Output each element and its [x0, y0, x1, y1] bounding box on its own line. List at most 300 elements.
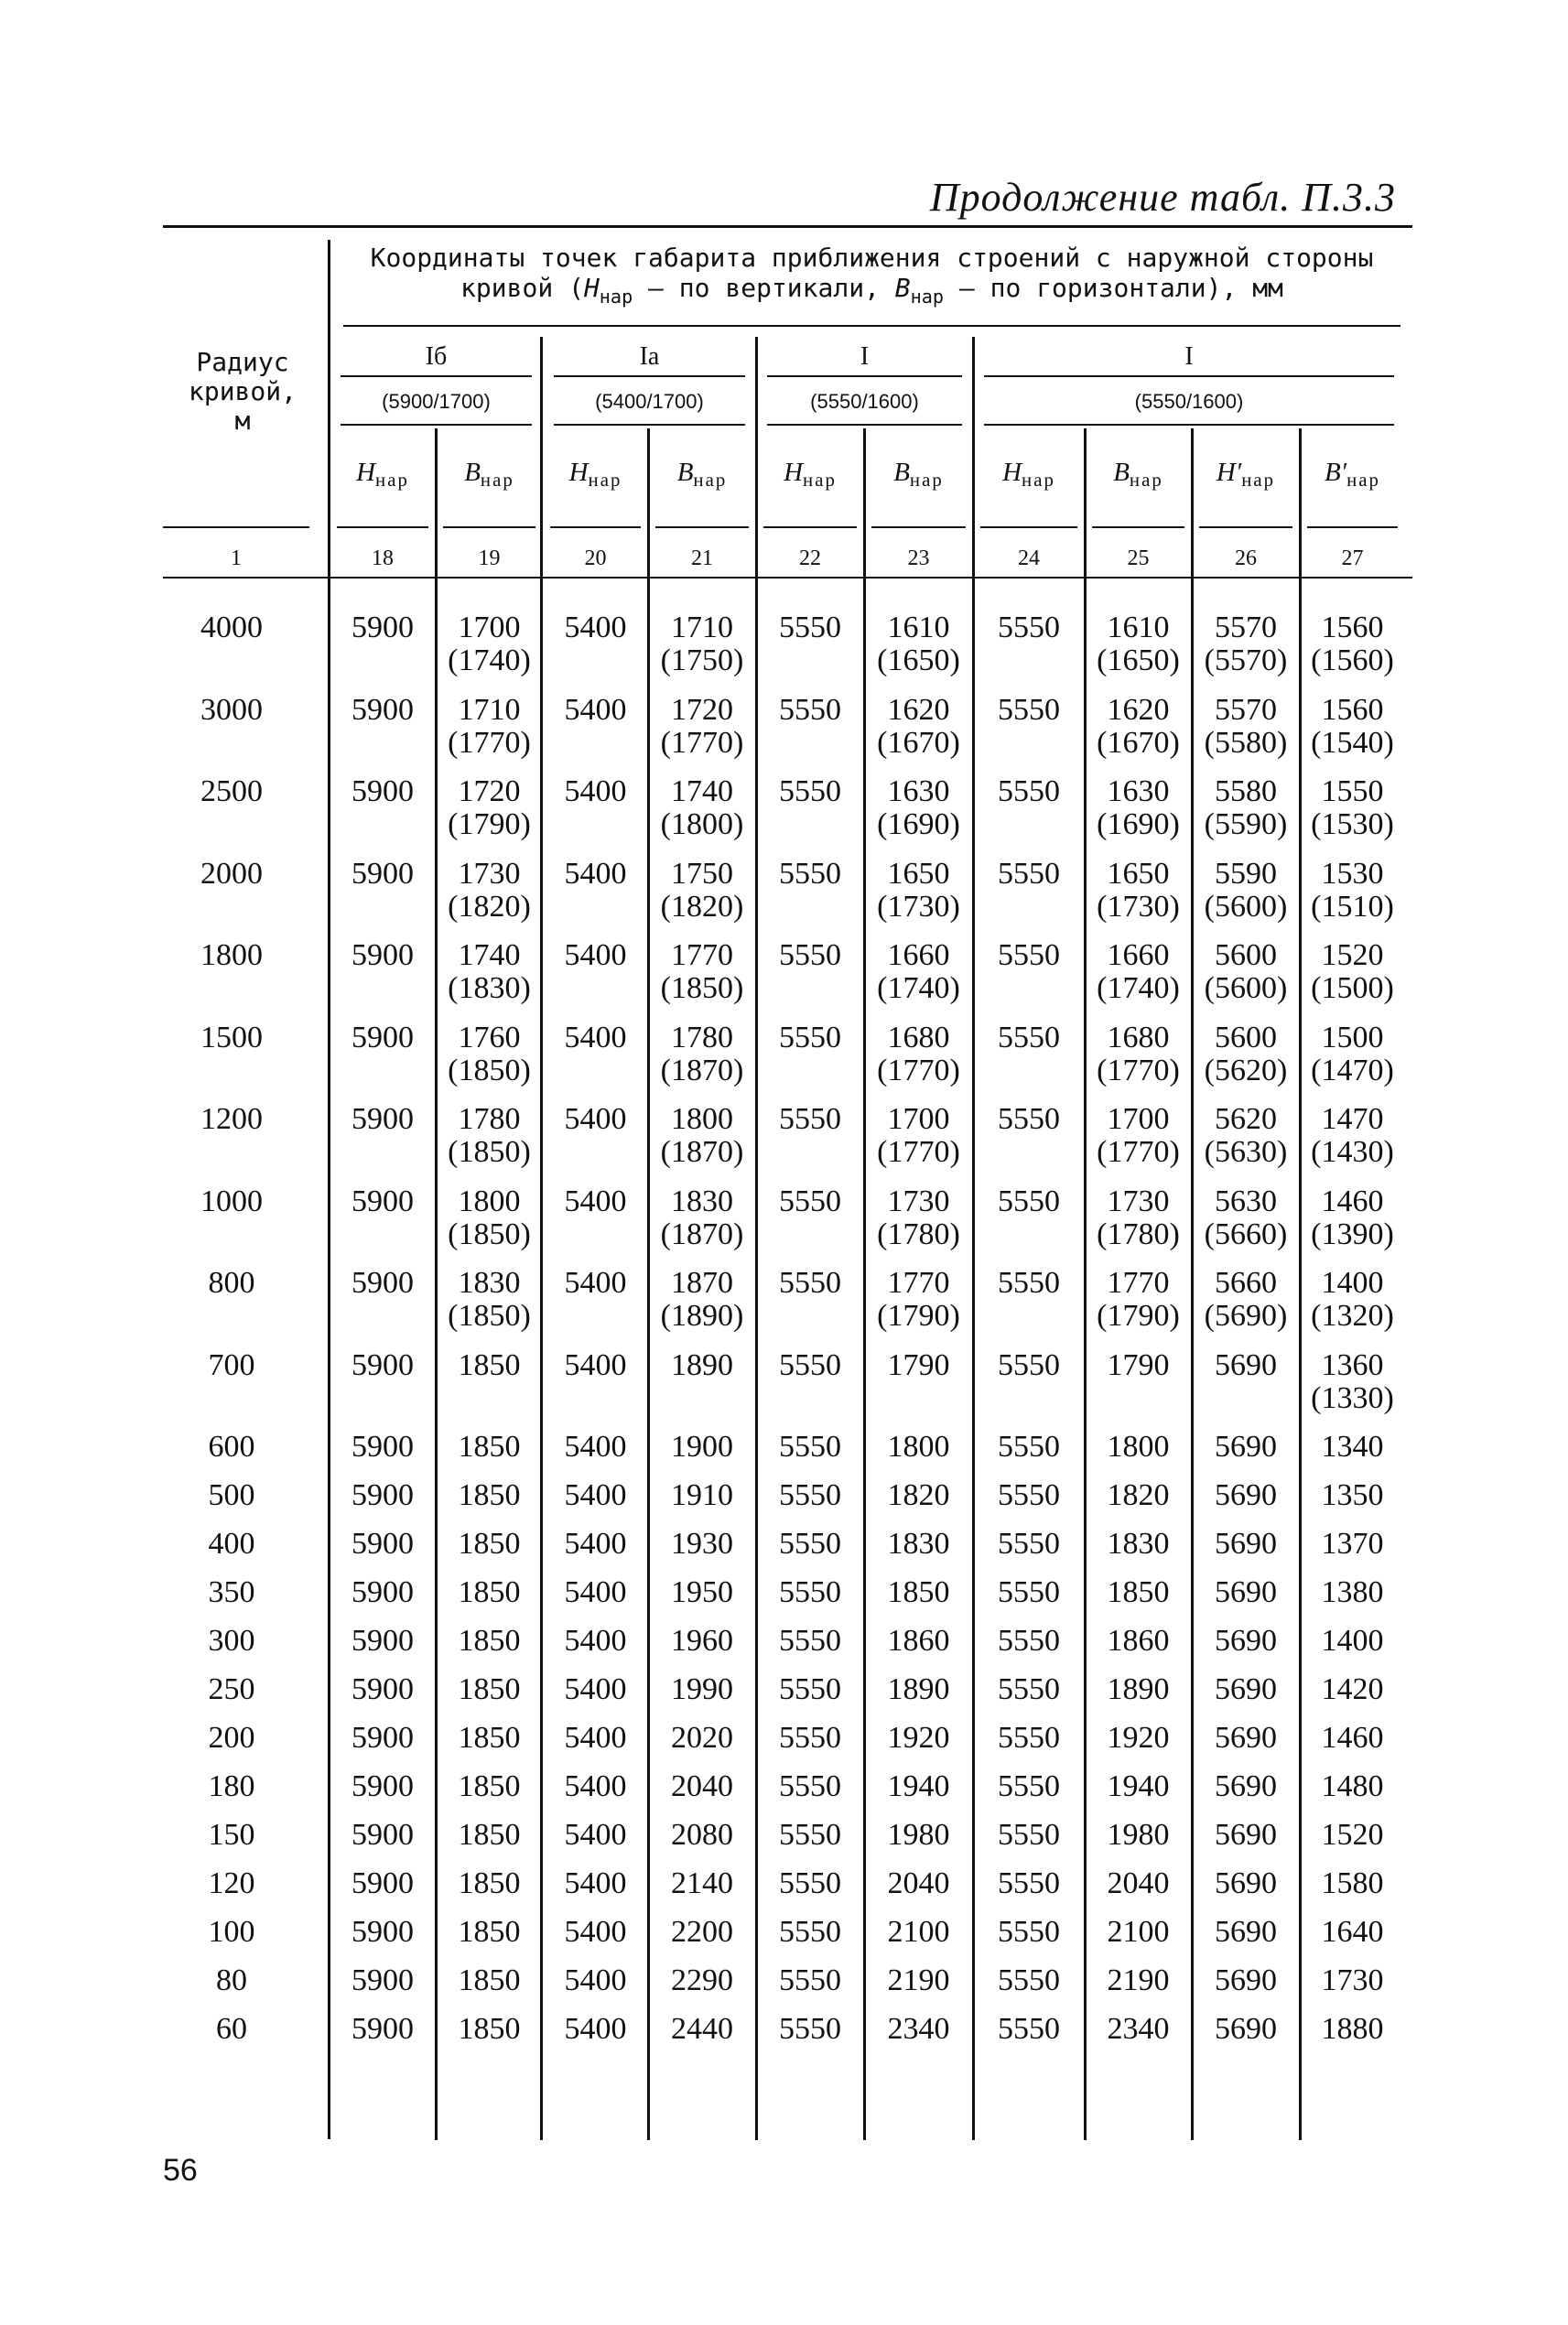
- description-line-2: [330, 273, 1414, 306]
- table-cell: 5400: [564, 1915, 627, 1949]
- column-header: [1192, 458, 1300, 492]
- table-cell: 1800: [887, 1430, 950, 1464]
- group-subtitle: (5400/1700): [595, 390, 704, 413]
- radius-cell: 3000: [200, 693, 263, 727]
- table-cell: 5550: [779, 1866, 841, 1900]
- table-cell: 1730: [1107, 1184, 1170, 1218]
- table-cell: 1860: [1107, 1624, 1170, 1658]
- group-subtitle-underline: [984, 424, 1394, 426]
- page-number: 56: [163, 2153, 198, 2188]
- radius-cell: 600: [208, 1430, 255, 1464]
- table-cell: 1980: [887, 1818, 950, 1852]
- table-cell-alt: (1530): [1311, 807, 1394, 841]
- table-cell: 5900: [351, 1915, 414, 1949]
- table-cell-alt: (5630): [1204, 1135, 1288, 1169]
- column-subscript: нар: [480, 469, 514, 492]
- column-header: [864, 458, 973, 492]
- table-cell-alt: (1830): [448, 971, 531, 1005]
- table-cell: 5550: [779, 2012, 841, 2046]
- numbers-underline: [163, 577, 1412, 579]
- table-cell: 1850: [458, 1624, 521, 1658]
- table-cell: 5690: [1215, 1430, 1277, 1464]
- table-cell: 1850: [458, 1721, 521, 1755]
- table-cell-alt: (1470): [1311, 1054, 1394, 1087]
- table-cell: 5400: [564, 1575, 627, 1609]
- table-cell: 5400: [564, 1769, 627, 1803]
- table-cell-alt: (5600): [1204, 971, 1288, 1005]
- radius-cell: 60: [216, 2012, 247, 2046]
- table-cell: 1850: [458, 1866, 521, 1900]
- column-header: [973, 458, 1085, 492]
- table-cell-alt: (1390): [1311, 1217, 1394, 1251]
- table-cell: 5580: [1215, 774, 1277, 808]
- table-cell-alt: (1800): [660, 807, 744, 841]
- table-cell: 2100: [1107, 1915, 1170, 1949]
- table-cell: 1700: [1107, 1102, 1170, 1136]
- column-variable: H′: [1216, 458, 1242, 487]
- table-cell: 5400: [564, 1721, 627, 1755]
- table-cell-alt: (1510): [1311, 890, 1394, 924]
- column-variable: H: [1002, 458, 1022, 487]
- table-cell: 5550: [779, 1021, 841, 1054]
- table-cell: 5550: [998, 1818, 1060, 1852]
- table-cell: 5550: [998, 1266, 1060, 1300]
- table-cell: 5550: [779, 1818, 841, 1852]
- radius-label-line: Радиус: [196, 347, 289, 377]
- table-cell: 5550: [779, 1963, 841, 1997]
- table-cell: 1710: [458, 693, 521, 727]
- table-cell: 5550: [998, 1721, 1060, 1755]
- table-cell-alt: (1740): [1097, 971, 1180, 1005]
- table-cell-alt: (1790): [877, 1299, 960, 1333]
- table-cell-alt: (1780): [877, 1217, 960, 1251]
- column-variable: H: [784, 458, 804, 487]
- group-label: Iа: [639, 342, 660, 371]
- table-cell: 2100: [887, 1915, 950, 1949]
- table-cell-alt: (1820): [660, 890, 744, 924]
- column-number: 19: [478, 546, 501, 570]
- table-cell: 5400: [564, 1184, 627, 1218]
- table-cell: 5550: [779, 1915, 841, 1949]
- table-cell: 5690: [1215, 1478, 1277, 1512]
- table-cell: 5570: [1215, 693, 1277, 727]
- table-cell: 1800: [671, 1102, 733, 1136]
- column-variable: B: [464, 458, 481, 487]
- table-cell: 1830: [458, 1266, 521, 1300]
- table-cell: 5550: [998, 693, 1060, 727]
- table-cell: 5550: [998, 1915, 1060, 1949]
- table-cell: 5400: [564, 1348, 627, 1382]
- desc-bsub: нар: [910, 286, 945, 308]
- table-cell: 1850: [458, 1430, 521, 1464]
- table-cell: 5900: [351, 1624, 414, 1658]
- table-cell-alt: (1780): [1097, 1217, 1180, 1251]
- table-cell: 5550: [998, 1769, 1060, 1803]
- table-cell: 1900: [671, 1430, 733, 1464]
- table-cell: 1820: [887, 1478, 950, 1512]
- table-cell: 1550: [1321, 774, 1384, 808]
- table-cell: 5400: [564, 774, 627, 808]
- table-cell: 1630: [1107, 774, 1170, 808]
- table-cell: 5550: [998, 1575, 1060, 1609]
- table-cell: 5400: [564, 1818, 627, 1852]
- column-header: [543, 458, 648, 492]
- radius-cell: 150: [208, 1818, 255, 1852]
- table-cell: 1640: [1321, 1915, 1384, 1949]
- table-cell: 5550: [779, 693, 841, 727]
- table-cell: 1800: [458, 1184, 521, 1218]
- table-cell-alt: (1740): [877, 971, 960, 1005]
- radius-cell: 800: [208, 1266, 255, 1300]
- table-cell: 5550: [998, 1430, 1060, 1464]
- group-label: I: [860, 342, 870, 371]
- table-cell: 1700: [887, 1102, 950, 1136]
- table-cell: 1850: [458, 1769, 521, 1803]
- table-cell: 5550: [998, 1866, 1060, 1900]
- group-label: I: [1184, 342, 1194, 371]
- table-cell: 5900: [351, 1102, 414, 1136]
- table-cell: 2020: [671, 1721, 733, 1755]
- column-header-underline: [871, 526, 966, 528]
- table-cell: 1700: [458, 611, 521, 644]
- radius-label-line: м: [234, 406, 251, 436]
- table-cell: 5900: [351, 611, 414, 644]
- table-cell: 1830: [671, 1184, 733, 1218]
- table-cell: 1650: [1107, 857, 1170, 891]
- table-cell: 2190: [887, 1963, 950, 1997]
- table-cell: 5400: [564, 1478, 627, 1512]
- table-cell: 5550: [779, 1769, 841, 1803]
- table-cell: 1910: [671, 1478, 733, 1512]
- table-cell-alt: (1790): [1097, 1299, 1180, 1333]
- column-number: 27: [1341, 546, 1364, 570]
- table-cell: 1740: [671, 774, 733, 808]
- table-cell: 1940: [887, 1769, 950, 1803]
- radius-cell: 250: [208, 1672, 255, 1706]
- column-subscript: нар: [803, 469, 837, 492]
- table-cell: 5900: [351, 857, 414, 891]
- table-cell: 1990: [671, 1672, 733, 1706]
- table-cell: 2040: [887, 1866, 950, 1900]
- table-cell: 1850: [458, 1818, 521, 1852]
- radius-cell: 120: [208, 1866, 255, 1900]
- table-cell: 5400: [564, 1963, 627, 1997]
- table-cell: 1770: [1107, 1266, 1170, 1300]
- table-cell: 1400: [1321, 1624, 1384, 1658]
- table-cell: 1850: [458, 2012, 521, 2046]
- column-header-underline: [1092, 526, 1184, 528]
- table-cell-alt: (5590): [1204, 807, 1288, 841]
- table-cell: 5400: [564, 1866, 627, 1900]
- table-cell: 5550: [779, 774, 841, 808]
- table-cell-alt: (1730): [1097, 890, 1180, 924]
- table-cell: 5550: [779, 1266, 841, 1300]
- table-cell: 5550: [779, 1672, 841, 1706]
- table-cell: 5590: [1215, 857, 1277, 891]
- table-cell: 5900: [351, 1963, 414, 1997]
- table-cell-alt: (1870): [660, 1054, 744, 1087]
- column-number: 20: [584, 546, 607, 570]
- table-cell: 1850: [458, 1963, 521, 1997]
- table-cell: 5690: [1215, 1721, 1277, 1755]
- column-variable: B: [1113, 458, 1130, 487]
- radius-cell: 1200: [200, 1102, 263, 1136]
- column-header-underline: [337, 526, 428, 528]
- table-cell: 2200: [671, 1915, 733, 1949]
- table-cell: 1560: [1321, 611, 1384, 644]
- table-cell: 2140: [671, 1866, 733, 1900]
- table-cell: 5400: [564, 611, 627, 644]
- table-cell-alt: (1730): [877, 890, 960, 924]
- radius-cell: 2000: [200, 857, 263, 891]
- table-cell: 5400: [564, 1102, 627, 1136]
- table-cell: 1850: [458, 1672, 521, 1706]
- table-cell: 2040: [1107, 1866, 1170, 1900]
- table-cell: 2340: [1107, 2012, 1170, 2046]
- table-cell: 1790: [887, 1348, 950, 1382]
- table-cell: 5550: [998, 1527, 1060, 1561]
- group-label-underline: [554, 375, 745, 377]
- table-cell: 1880: [1321, 2012, 1384, 2046]
- table-cell: 1620: [887, 693, 950, 727]
- radius-cell: 400: [208, 1527, 255, 1561]
- column-header-underline: [443, 526, 535, 528]
- table-cell: 1610: [1107, 611, 1170, 644]
- table-cell: 5690: [1215, 2012, 1277, 2046]
- table-cell-alt: (5660): [1204, 1217, 1288, 1251]
- group-subtitle: (5550/1600): [810, 390, 919, 413]
- table-cell: 1400: [1321, 1266, 1384, 1300]
- table-cell: 1650: [887, 857, 950, 891]
- table-cell: 5550: [998, 2012, 1060, 2046]
- table-cell: 1950: [671, 1575, 733, 1609]
- table-cell-alt: (1850): [448, 1299, 531, 1333]
- table-cell: 5550: [998, 1963, 1060, 1997]
- table-cell: 1420: [1321, 1672, 1384, 1706]
- table-cell: 2290: [671, 1963, 733, 1997]
- table-cell: 1830: [887, 1527, 950, 1561]
- table-cell: 5550: [779, 857, 841, 891]
- table-cell: 5600: [1215, 1021, 1277, 1054]
- table-cell: 5900: [351, 1575, 414, 1609]
- table-cell: 1470: [1321, 1102, 1384, 1136]
- table-cell: 1730: [1321, 1963, 1384, 1997]
- table-cell: 1520: [1321, 1818, 1384, 1852]
- table-cell: 1890: [1107, 1672, 1170, 1706]
- radius-cell: 1800: [200, 938, 263, 972]
- table-cell: 5550: [779, 1721, 841, 1755]
- group-subtitle-underline: [767, 424, 962, 426]
- column-header-underline: [1199, 526, 1292, 528]
- group-label-underline: [767, 375, 962, 377]
- table-cell: 1720: [458, 774, 521, 808]
- table-cell-alt: (1770): [877, 1135, 960, 1169]
- table-cell: 5900: [351, 1672, 414, 1706]
- table-cell: 5550: [998, 1021, 1060, 1054]
- table-cell: 1890: [671, 1348, 733, 1382]
- column-header-underline: [763, 526, 857, 528]
- column-number: 22: [799, 546, 821, 570]
- table-cell: 1960: [671, 1624, 733, 1658]
- table-cell: 5400: [564, 1266, 627, 1300]
- column-header: [1085, 458, 1192, 492]
- radius-cell: 1000: [200, 1184, 263, 1218]
- table-cell-alt: (1850): [448, 1135, 531, 1169]
- column-header: [330, 458, 436, 492]
- group-subtitle: (5550/1600): [1134, 390, 1244, 413]
- table-cell: 1730: [887, 1184, 950, 1218]
- desc-b: B: [894, 273, 911, 303]
- column-header: [648, 458, 756, 492]
- column-number: 26: [1235, 546, 1257, 570]
- column-variable: H: [568, 458, 589, 487]
- table-cell-alt: (1330): [1311, 1381, 1394, 1415]
- table-cell: 1820: [1107, 1478, 1170, 1512]
- table-cell-alt: (1750): [660, 643, 744, 677]
- table-cell: 5400: [564, 1021, 627, 1054]
- table-cell: 1920: [1107, 1721, 1170, 1755]
- table-cell: 5550: [779, 1575, 841, 1609]
- table-cell-alt: (1430): [1311, 1135, 1394, 1169]
- column-header-underline: [550, 526, 641, 528]
- table-cell: 5690: [1215, 1624, 1277, 1658]
- radius-cell: 2500: [200, 774, 263, 808]
- table-cell: 1530: [1321, 857, 1384, 891]
- table-cell: 5900: [351, 693, 414, 727]
- table-cell: 1460: [1321, 1184, 1384, 1218]
- table-cell: 1770: [671, 938, 733, 972]
- table-cell: 5550: [779, 1624, 841, 1658]
- table-cell: 1760: [458, 1021, 521, 1054]
- table-cell-alt: (1670): [1097, 726, 1180, 760]
- table-cell: 5550: [998, 1184, 1060, 1218]
- table-cell: 1800: [1107, 1430, 1170, 1464]
- table-cell-alt: (1560): [1311, 643, 1394, 677]
- table-cell: 5400: [564, 1527, 627, 1561]
- table-cell-alt: (1690): [1097, 807, 1180, 841]
- table-cell: 5550: [998, 1348, 1060, 1382]
- table-cell: 5900: [351, 938, 414, 972]
- radius-cell: 180: [208, 1769, 255, 1803]
- table-cell: 5550: [779, 1348, 841, 1382]
- table-cell: 1850: [458, 1348, 521, 1382]
- table-cell: 5690: [1215, 1527, 1277, 1561]
- column-header: [1300, 458, 1405, 492]
- table-cell-alt: (5690): [1204, 1299, 1288, 1333]
- table-cell: 5400: [564, 1430, 627, 1464]
- table-cell: 1730: [458, 857, 521, 891]
- table-cell: 5900: [351, 1769, 414, 1803]
- table-cell: 5550: [779, 1184, 841, 1218]
- table-cell: 5550: [998, 1624, 1060, 1658]
- table-cell-alt: (5620): [1204, 1054, 1288, 1087]
- table-cell-alt: (1770): [448, 726, 531, 760]
- table-cell: 1680: [887, 1021, 950, 1054]
- column-subscript: нар: [1129, 469, 1163, 492]
- top-rule: [163, 225, 1412, 228]
- table-cell-alt: (1740): [448, 643, 531, 677]
- table-cell: 5900: [351, 1818, 414, 1852]
- table-cell: 1780: [458, 1102, 521, 1136]
- continuation-title: Продолжение табл. П.3.3: [929, 175, 1396, 220]
- table-cell: 5690: [1215, 1915, 1277, 1949]
- table-cell: 5690: [1215, 1575, 1277, 1609]
- table-cell: 5900: [351, 2012, 414, 2046]
- column-header: [756, 458, 864, 492]
- column-variable: B: [893, 458, 910, 487]
- table-cell-alt: (1870): [660, 1217, 744, 1251]
- table-cell: 1850: [458, 1915, 521, 1949]
- table-cell: 1860: [887, 1624, 950, 1658]
- description-line-1: Координаты точек габарита приближения строений с наружной стороны: [370, 243, 1374, 273]
- table-cell: 2340: [887, 2012, 950, 2046]
- table-cell: 1710: [671, 611, 733, 644]
- table-cell: 5400: [564, 857, 627, 891]
- table-cell: 5550: [998, 938, 1060, 972]
- table-cell-alt: (1500): [1311, 971, 1394, 1005]
- table-cell: 5400: [564, 2012, 627, 2046]
- desc-part: — по вертикали,: [633, 273, 895, 303]
- table-cell: 1610: [887, 611, 950, 644]
- table-cell: 1940: [1107, 1769, 1170, 1803]
- group-label-underline: [341, 375, 532, 377]
- table-cell: 5400: [564, 693, 627, 727]
- table-cell-alt: (1320): [1311, 1299, 1394, 1333]
- table-cell-alt: (1850): [448, 1217, 531, 1251]
- table-cell-alt: (1540): [1311, 726, 1394, 760]
- table-cell: 1350: [1321, 1478, 1384, 1512]
- table-cell: 1720: [671, 693, 733, 727]
- table-cell: 5600: [1215, 938, 1277, 972]
- table-cell: 2080: [671, 1818, 733, 1852]
- table-cell: 2190: [1107, 1963, 1170, 1997]
- table-cell: 5550: [998, 1102, 1060, 1136]
- table-cell: 1480: [1321, 1769, 1384, 1803]
- table-cell: 1930: [671, 1527, 733, 1561]
- radius-header-underline: [163, 526, 309, 528]
- table-cell-alt: (5570): [1204, 643, 1288, 677]
- table-cell: 1750: [671, 857, 733, 891]
- table-cell: 1980: [1107, 1818, 1170, 1852]
- table-cell: 5900: [351, 1266, 414, 1300]
- table-cell: 1580: [1321, 1866, 1384, 1900]
- column-subscript: нар: [1241, 469, 1276, 492]
- table-cell: 5550: [779, 1527, 841, 1561]
- table-cell: 5550: [998, 1672, 1060, 1706]
- column-header-underline: [980, 526, 1077, 528]
- column-header-underline: [1307, 526, 1398, 528]
- radius-cell: 80: [216, 1963, 247, 1997]
- table-cell: 1850: [458, 1478, 521, 1512]
- table-cell: 1500: [1321, 1021, 1384, 1054]
- column-variable: B: [676, 458, 694, 487]
- table-cell: 5900: [351, 1478, 414, 1512]
- table-cell: 1850: [1107, 1575, 1170, 1609]
- group-label-underline: [984, 375, 1394, 377]
- table-cell: 1630: [887, 774, 950, 808]
- radius-cell: 1500: [200, 1021, 263, 1054]
- table-cell: 5570: [1215, 611, 1277, 644]
- column-subscript: нар: [375, 469, 409, 492]
- table-cell: 1340: [1321, 1430, 1384, 1464]
- radius-header: [156, 348, 330, 436]
- table-cell: 2440: [671, 2012, 733, 2046]
- table-cell: 5690: [1215, 1672, 1277, 1706]
- radius-label-line: кривой,: [188, 376, 297, 406]
- table-cell: 5690: [1215, 1866, 1277, 1900]
- table-cell: 5550: [779, 1102, 841, 1136]
- table-cell-alt: (1770): [660, 726, 744, 760]
